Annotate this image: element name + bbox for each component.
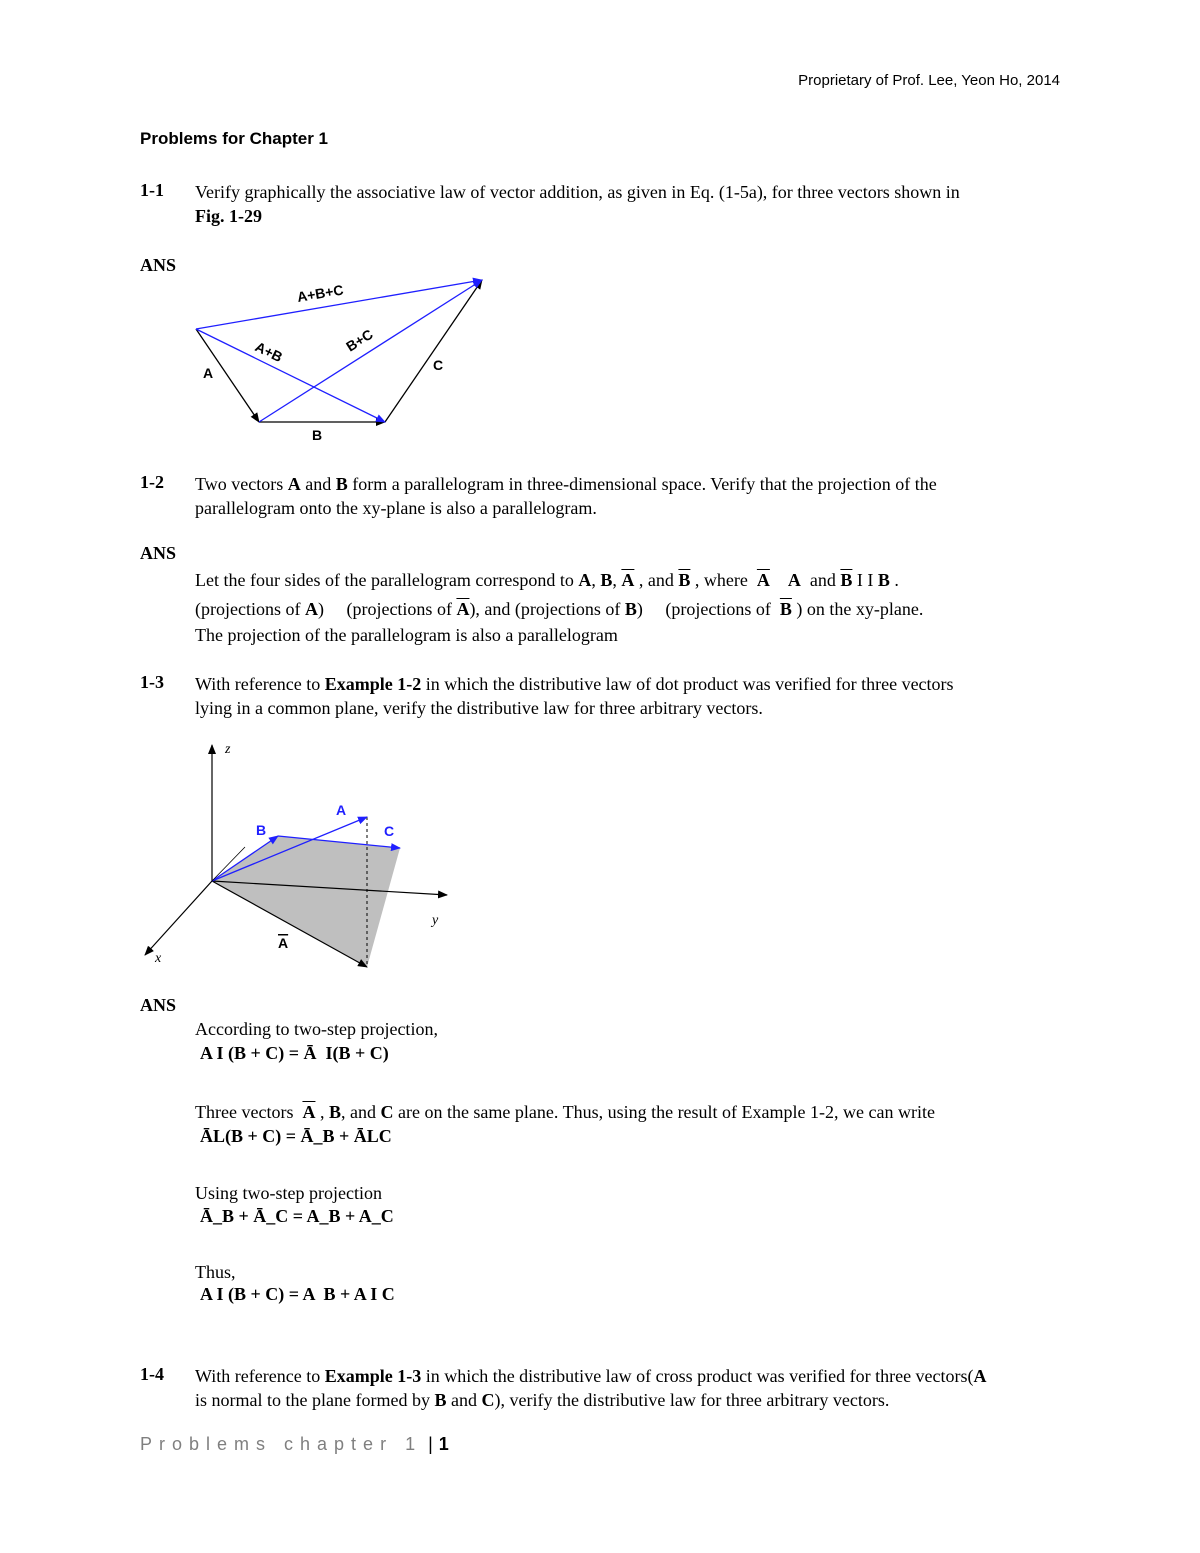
text-run: , where	[690, 570, 757, 590]
answer-line: Using two-step projection	[195, 1183, 382, 1203]
answer-line: The projection of the parallelogram is also a parallelogram	[195, 625, 618, 645]
chapter-title: Problems for Chapter 1	[140, 129, 328, 148]
problem-text	[195, 180, 1065, 228]
problem-number: 1-1	[140, 180, 164, 200]
text-run: and	[800, 570, 841, 590]
problem-number: 1-4	[140, 1364, 164, 1384]
text-run: .	[889, 570, 899, 590]
axis-label-x: x	[155, 951, 162, 966]
vector-bar-symbol: $\overline{B}$	[678, 570, 691, 590]
label-abar: A	[278, 935, 289, 951]
vector-symbol: C	[481, 1390, 495, 1410]
text-run: ) on the xy-plane.	[791, 599, 924, 619]
vector-symbol: B	[335, 474, 348, 494]
text-run: in which the distributive law of dot product was verified for three vectors	[421, 674, 954, 694]
label-sum-bc: B+C	[343, 325, 376, 355]
equation: ĀL(B + C) = Ā_B + ĀLC	[200, 1126, 392, 1146]
vector-bar-symbol: $\overline{A}$	[456, 599, 470, 619]
page-number: 1	[438, 1434, 449, 1454]
text-run: ) (projections of	[317, 599, 457, 619]
text-run: ) (projections of	[636, 599, 780, 619]
text-run: and	[446, 1390, 482, 1410]
equation: A I (B + C) = Ā I(B + C)	[200, 1043, 389, 1063]
answer-text	[195, 568, 1095, 647]
label-b: B	[256, 822, 267, 838]
text-run: , and	[634, 570, 679, 590]
problem-text	[195, 672, 1065, 720]
text-run: form a parallelogram in three-dimensional space. Verify that the projection of the	[347, 474, 937, 494]
vector-sum-bc-arrow	[259, 280, 482, 422]
text-run: ,	[315, 1102, 329, 1122]
vector-bar-symbol: $\overline{A}$	[621, 570, 635, 590]
text-run: and	[300, 474, 336, 494]
vector-c-arrow	[385, 280, 482, 422]
problem-number: 1-2	[140, 472, 164, 492]
text-run: With reference to	[195, 1366, 325, 1386]
answer-line: According to two-step projection,	[195, 1019, 438, 1039]
example-ref: Example 1-2	[324, 674, 422, 694]
problem-text	[195, 472, 1065, 520]
page-header: Proprietary of Prof. Lee, Yeon Ho, 2014	[798, 72, 1060, 89]
vector-addition-figure	[180, 270, 510, 450]
problem-line: Verify graphically the associative law of vector addition, as given in Eq. (1-5a), for three vectors shown in	[195, 182, 960, 202]
vector-symbol: A	[304, 599, 318, 619]
text-run: I I	[852, 570, 878, 590]
vector-symbol: C	[380, 1102, 394, 1122]
text-run: in which the distributive law of cross product was verified for three vectors(	[421, 1366, 974, 1386]
text-run: ,	[591, 570, 601, 590]
vector-symbol: B	[328, 1102, 341, 1122]
vector-symbol: B	[624, 599, 637, 619]
text-run: Let the four sides of the parallelogram correspond to	[195, 570, 579, 590]
problem-line: parallelogram onto the xy-plane is also a parallelogram.	[195, 498, 597, 518]
text-run: ), verify the distributive law for three arbitrary vectors.	[494, 1390, 890, 1410]
text-run: is normal to the plane formed by	[195, 1390, 435, 1410]
ans-label: ANS	[140, 543, 177, 563]
vector-symbol: B	[434, 1390, 447, 1410]
page-footer	[140, 1434, 449, 1455]
footer-text: Problems chapter 1	[140, 1434, 423, 1454]
answer-line: Thus,	[195, 1262, 236, 1282]
text-run: With reference to	[195, 674, 325, 694]
vector-symbol: A	[287, 474, 301, 494]
label-sum-ab: A+B	[252, 338, 286, 366]
vector-bar-symbol: $\overline{A}$	[302, 1102, 316, 1122]
text-run: ,	[612, 570, 622, 590]
problem-line: lying in a common plane, verify the distributive law for three arbitrary vectors.	[195, 698, 763, 718]
text-run: are on the same plane. Thus, using the result of Example 1-2, we can write	[393, 1102, 935, 1122]
vector-symbol: B	[877, 570, 890, 590]
x-axis	[145, 881, 212, 955]
ans-label: ANS	[140, 255, 177, 275]
vector-bar-symbol: $\overline{B}$	[840, 570, 853, 590]
text-run: Three vectors	[195, 1102, 303, 1122]
projection-plane	[212, 836, 400, 967]
text-run	[770, 570, 788, 590]
label-a: A	[336, 802, 347, 818]
label-a: A	[203, 365, 214, 381]
vector-bar-symbol: $\overline{A}$	[756, 570, 770, 590]
vector-bar-symbol: $\overline{B}$	[779, 599, 792, 619]
label-c: C	[384, 823, 395, 839]
label-c: C	[433, 357, 444, 373]
text-run: , and	[340, 1102, 381, 1122]
label-sum-abc: A+B+C	[295, 281, 345, 305]
vector-symbol: B	[600, 570, 613, 590]
problem-text	[195, 1364, 1075, 1412]
equation: A I (B + C) = A B + A I C	[200, 1284, 395, 1304]
equation: Ā_B + Ā_C = A_B + A_C	[200, 1206, 394, 1226]
answer-line	[195, 1100, 1095, 1124]
problem-number: 1-3	[140, 672, 164, 692]
vector-symbol: A	[973, 1366, 987, 1386]
text-run: (projections of	[195, 599, 305, 619]
figure-ref: Fig. 1-29	[195, 206, 262, 226]
label-b: B	[312, 427, 323, 443]
vector-symbol: A	[578, 570, 592, 590]
axis-label-y: y	[432, 913, 439, 928]
ans-label: ANS	[140, 995, 177, 1015]
axis-label-z: z	[225, 742, 231, 757]
answer-line	[195, 597, 1095, 621]
dot-product-3d-figure	[135, 735, 465, 975]
footer-separator: |	[428, 1434, 433, 1454]
text-run: ), and (projections of	[469, 599, 625, 619]
answer-line	[195, 568, 1095, 592]
example-ref: Example 1-3	[324, 1366, 422, 1386]
text-run: Two vectors	[195, 474, 288, 494]
vector-symbol: A	[787, 570, 801, 590]
